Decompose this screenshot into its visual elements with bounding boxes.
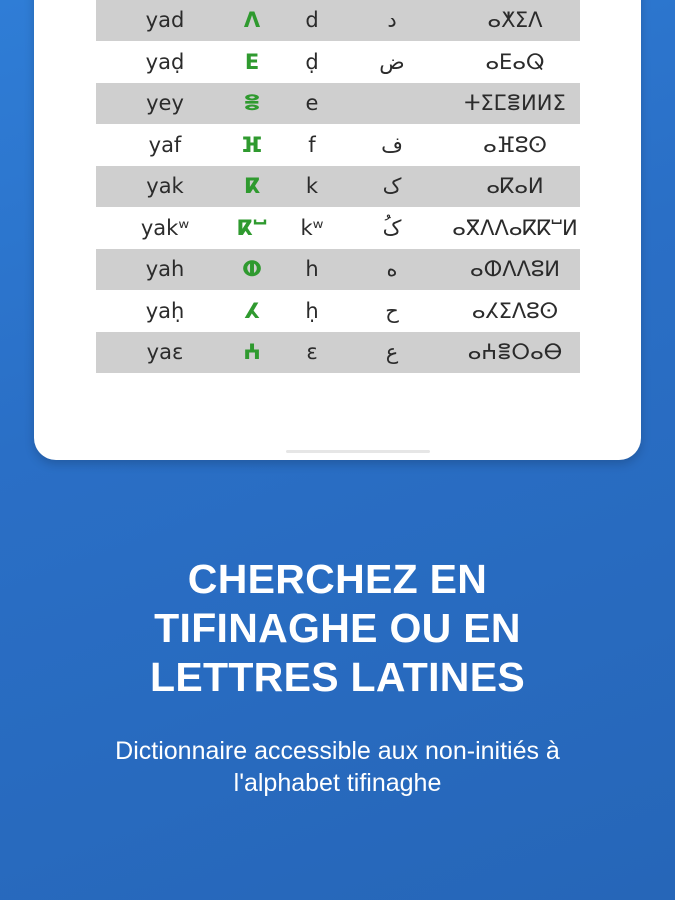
tifinagh-letter: ⵀ <box>242 257 262 281</box>
latin-name: yad <box>145 8 185 32</box>
tifinagh-letter: ⵃ <box>244 298 260 323</box>
arabic-letter: ک <box>382 174 402 198</box>
latin-letter: ɛ <box>306 340 318 364</box>
example-word: ⵜⵉⵎⴻⵍⵍⵉ <box>464 91 566 115</box>
table-row[interactable] <box>96 208 580 249</box>
example-word: ⴰⵀⴷⴷⵓⵍ <box>470 257 560 281</box>
latin-name: yaḍ <box>145 49 185 74</box>
example-word: ⴰⴽⴰⵍ <box>486 174 544 198</box>
latin-name: yakʷ <box>140 215 190 240</box>
example-word: ⴰⵅⵉⴷ <box>487 8 543 32</box>
subtitle-line: l'alphabet tifinaghe <box>233 769 442 797</box>
table-row[interactable] <box>96 125 580 166</box>
arabic-letter: ض <box>379 49 405 74</box>
example-word: ⴰⵄⴻⵔⴰⴱ <box>467 340 563 364</box>
latin-letter: e <box>305 91 319 115</box>
table-row[interactable] <box>96 83 580 124</box>
table-row[interactable] <box>96 0 580 41</box>
alphabet-table <box>96 0 580 364</box>
tifinagh-letter: ⴻ <box>243 91 261 115</box>
page-headline <box>0 555 675 702</box>
latin-name: yaḥ <box>145 298 185 323</box>
arabic-letter: ح <box>385 298 399 323</box>
table-row[interactable] <box>96 42 580 83</box>
tablet-frame <box>34 0 641 460</box>
latin-letter: ḍ <box>305 49 319 74</box>
headline-line: LETTRES LATINES <box>149 654 526 700</box>
home-indicator <box>286 450 430 453</box>
arabic-letter: کُ <box>382 215 402 240</box>
example-word: ⴰⵃⵉⴷⵓⵙ <box>471 298 559 323</box>
latin-letter: f <box>308 132 316 157</box>
latin-name: yaɛ <box>146 340 184 364</box>
example-word: ⴰⴹⴰⵕ <box>485 49 545 74</box>
example-word: ⴰⴳⴷⴷⴰⴽⴽⵯⵍ <box>452 215 578 240</box>
tifinagh-letter: ⴼ <box>241 132 263 157</box>
headline-line: TIFINAGHE OU EN <box>154 605 521 651</box>
arabic-letter: ع <box>385 340 399 364</box>
latin-name: yaf <box>148 132 182 157</box>
latin-letter: kʷ <box>300 215 324 240</box>
arabic-letter: ف <box>381 132 403 157</box>
page-subtitle <box>0 735 675 799</box>
latin-name: yey <box>146 91 184 115</box>
latin-name: yak <box>146 174 184 198</box>
headline-line: CHERCHEZ EN <box>187 556 488 602</box>
arabic-letter <box>362 83 422 124</box>
tifinagh-letter: ⴽⵯ <box>236 215 268 240</box>
latin-letter: k <box>305 174 319 198</box>
table-row[interactable] <box>96 291 580 332</box>
arabic-letter: ه <box>386 257 398 281</box>
tifinagh-letter: ⴹ <box>244 49 260 74</box>
table-row[interactable] <box>96 249 580 290</box>
latin-name: yah <box>145 257 185 281</box>
table-row[interactable] <box>96 332 580 373</box>
latin-letter: d <box>305 8 319 32</box>
example-word: ⴰⴼⵓⵙ <box>483 132 547 157</box>
latin-letter: h <box>305 257 319 281</box>
tifinagh-letter: ⴽ <box>244 174 260 198</box>
tifinagh-letter: ⴷ <box>243 8 261 32</box>
table-row[interactable] <box>96 166 580 207</box>
subtitle-line: Dictionnaire accessible aux non-initiés à <box>115 737 560 765</box>
arabic-letter: د <box>387 8 397 32</box>
tifinagh-letter: ⵄ <box>243 340 261 364</box>
latin-letter: ḥ <box>305 298 319 323</box>
